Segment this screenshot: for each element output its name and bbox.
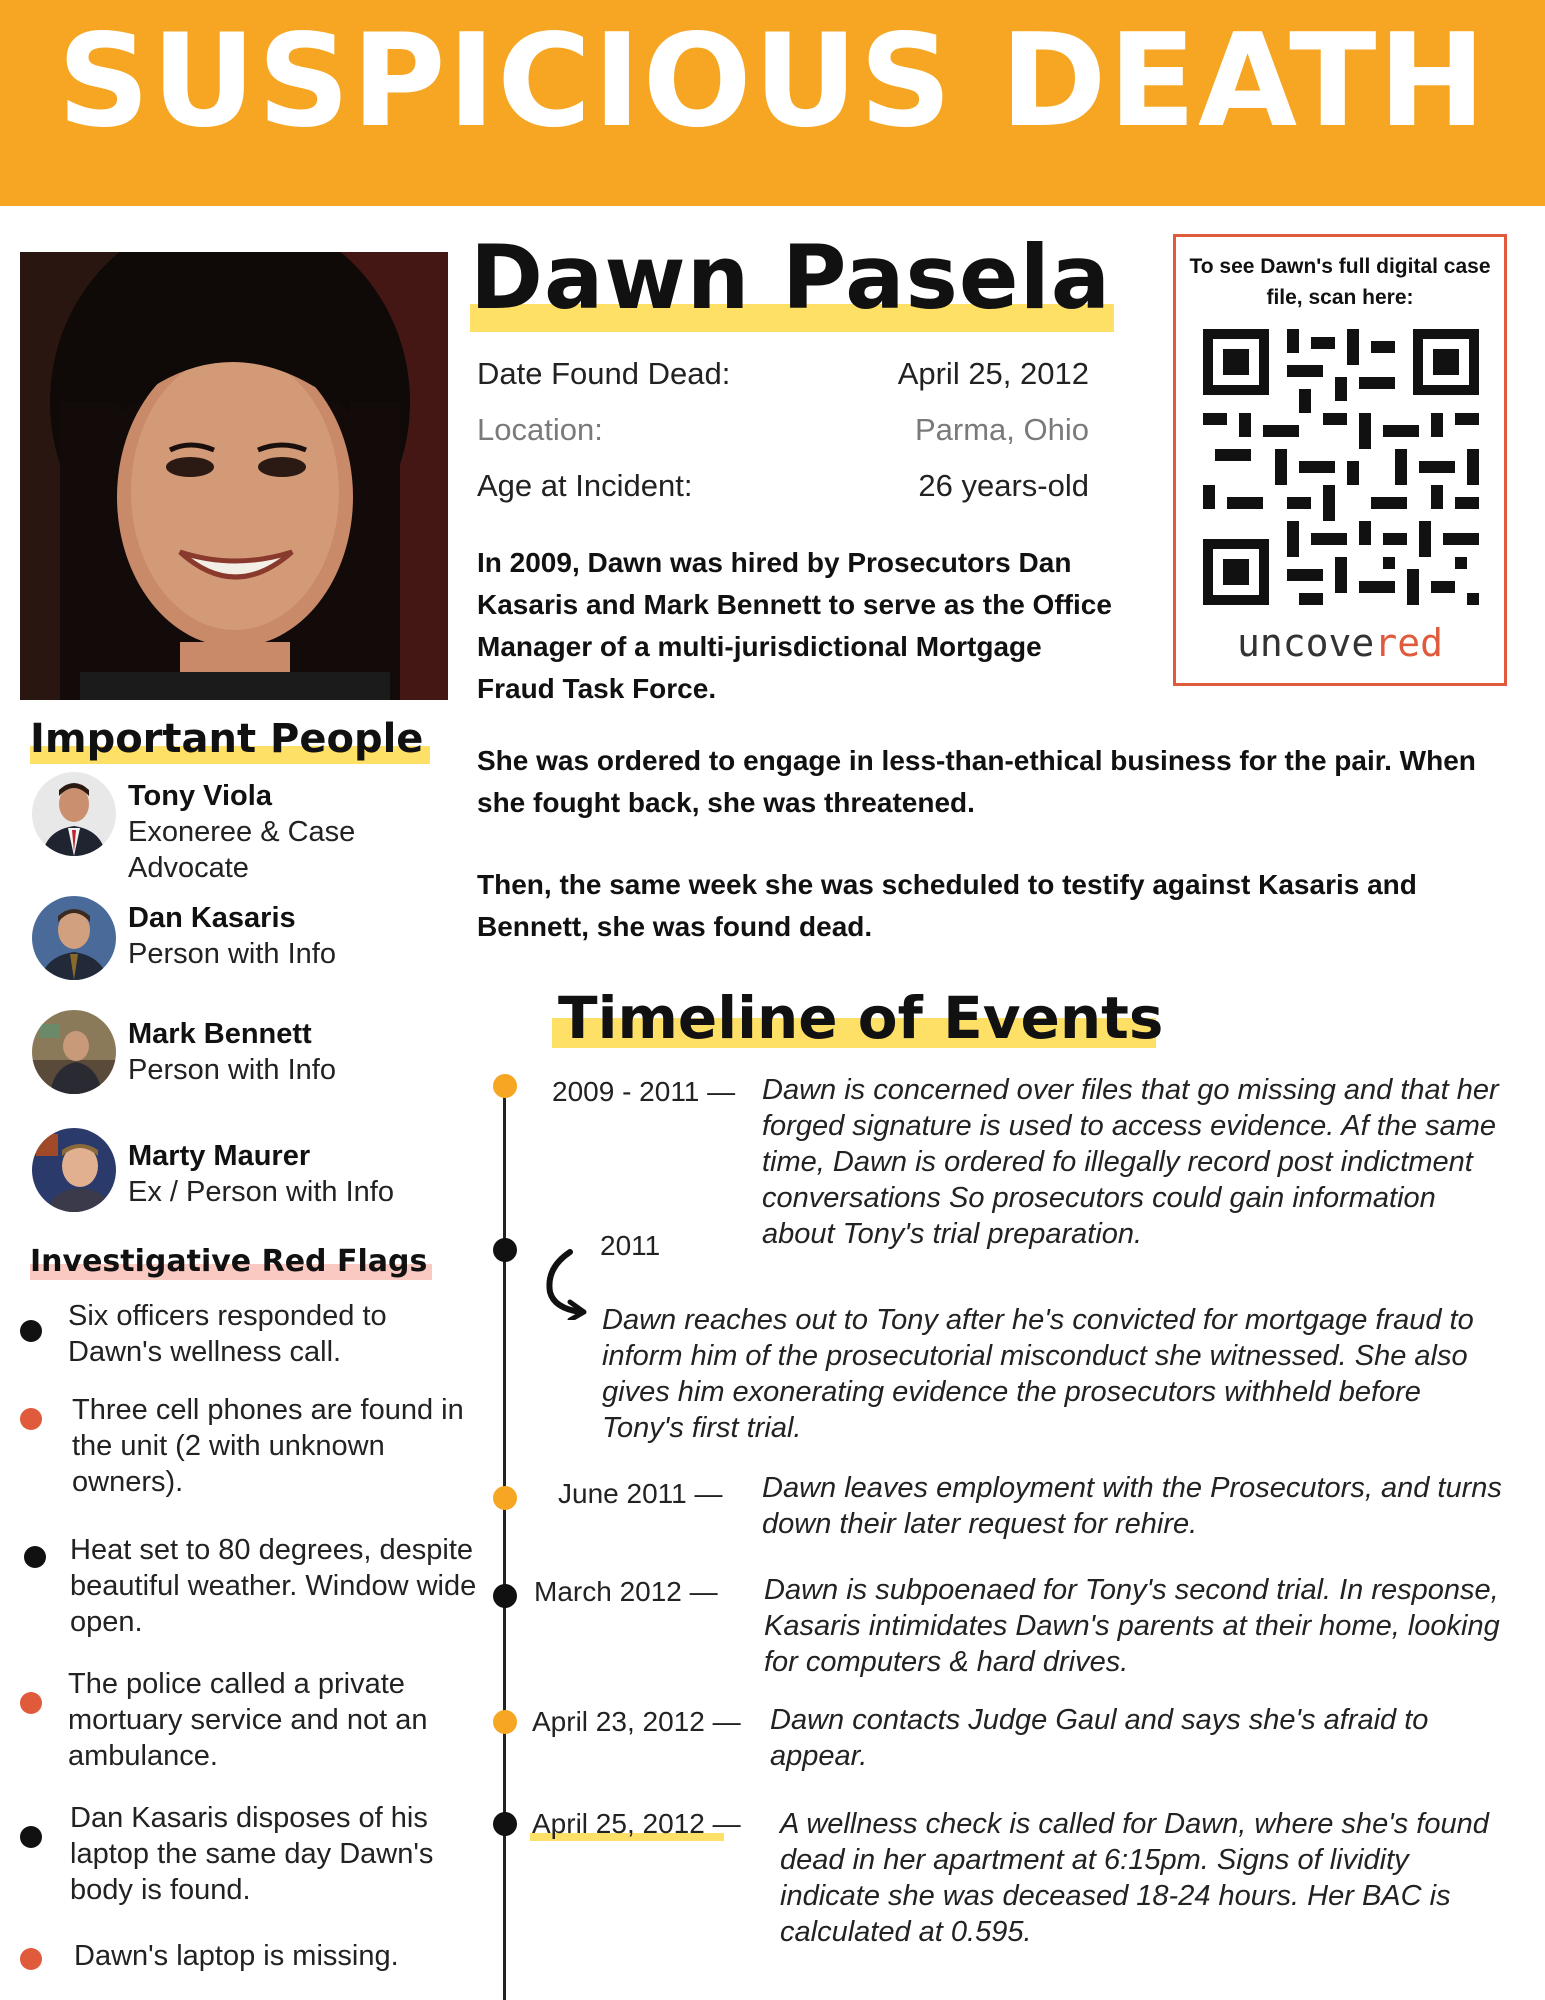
person-role: Person with Info (128, 1054, 336, 1086)
timeline-text: Dawn contacts Judge Gaul and says she's afraid to appear. (770, 1704, 1429, 1772)
person-role: Person with Info (128, 938, 336, 970)
avatar (32, 1010, 116, 1094)
timeline-dot-icon (493, 1710, 517, 1734)
header-banner (0, 0, 1545, 206)
bullet-dot-icon (24, 1546, 46, 1568)
fact-label: Age at Incident: (477, 468, 693, 503)
timeline-text: A wellness check is called for Dawn, where she's found dead in her apartment at 6:15pm. Signs of lividity indicate she was deceased 18-24 hours. Her BAC is calculated at 0.595. (780, 1808, 1489, 1948)
avatar (32, 772, 116, 856)
person-name: Tony Viola (128, 780, 272, 812)
portrait-photo (20, 252, 448, 700)
fact-list (477, 356, 1089, 524)
person-role: Exoneree & Case Advocate (128, 816, 356, 884)
timeline-date-dash: — (704, 1808, 741, 1839)
timeline-dot-icon (493, 1584, 517, 1608)
red-flag-text: Six officers responded to Dawn's wellness call. (68, 1300, 387, 1368)
fact-row-date (477, 356, 1089, 412)
subject-name: Dawn Pasela (470, 226, 1112, 329)
timeline-date-main: April 25, 2012 (532, 1808, 705, 1839)
fact-value: April 25, 2012 (897, 356, 1089, 391)
timeline-date: 2009 - 2011 — (552, 1076, 736, 1107)
bullet-dot-icon (20, 1948, 42, 1970)
fact-value: 26 years-old (918, 468, 1089, 503)
timeline-axis (503, 1082, 506, 2000)
red-flag-text: Dan Kasaris disposes of his laptop the same day Dawn's body is found. (70, 1802, 434, 1906)
fact-label: Location: (477, 412, 603, 447)
timeline-text: Dawn leaves employment with the Prosecutors, and turns down their later request for rehire. (762, 1472, 1502, 1540)
red-flags-title: Investigative Red Flags (30, 1244, 428, 1279)
fact-row-age (477, 468, 1089, 524)
timeline-date (532, 1808, 741, 1840)
avatar (32, 1128, 116, 1212)
timeline-date: June 2011 — (558, 1478, 723, 1509)
qr-caption: To see Dawn's full digital case file, scan here: (1189, 255, 1491, 309)
person-role: Ex / Person with Info (128, 1176, 394, 1208)
brand-accent: red (1374, 621, 1443, 665)
bullet-dot-icon (20, 1692, 42, 1714)
qr-card (1173, 234, 1507, 686)
red-flag-text: Heat set to 80 degrees, despite beautiful weather. Window wide open. (70, 1534, 477, 1638)
timeline-date: April 23, 2012 — (532, 1706, 741, 1737)
timeline-text: Dawn is concerned over files that go missing and that her forged signature is used to access evidence. Af the same time, Dawn is ordered fo illegally record post indictment conversations So prosecutors could gain information about Tony's trial preparation. (762, 1074, 1499, 1250)
people-title: Important People (30, 716, 424, 762)
timeline-dot-icon (493, 1486, 517, 1510)
bullet-dot-icon (20, 1320, 42, 1342)
bullet-dot-icon (20, 1826, 42, 1848)
qr-code-icon[interactable] (1203, 329, 1479, 605)
bullet-dot-icon (20, 1408, 42, 1430)
threat-paragraph: She was ordered to engage in less-than-ethical business for the pair. When she fought back, she was threatened. (477, 745, 1476, 818)
curved-arrow-icon (540, 1248, 606, 1320)
fact-value: Parma, Ohio (914, 412, 1089, 447)
avatar (32, 896, 116, 980)
timeline-date: 2011 (600, 1230, 661, 1261)
timeline-dot-icon (493, 1074, 517, 1098)
red-flag-text: Three cell phones are found in the unit (2 with unknown owners). (72, 1394, 464, 1498)
timeline-text: Dawn reaches out to Tony after he's convicted for mortgage fraud to inform him of the prosecutorial misconduct she witnessed. She also gives him exonerating evidence the prosecutors withheld before Tony's first trial. (602, 1304, 1474, 1444)
uncovered-logo (1176, 621, 1504, 665)
person-name: Dan Kasaris (128, 902, 296, 934)
timeline-text: Dawn is subpoenaed for Tony's second trial. In response, Kasaris intimidates Dawn's parents at their home, looking for computers & hard drives. (764, 1574, 1500, 1678)
portrait-illustration (20, 252, 448, 700)
red-flag-text: Dawn's laptop is missing. (74, 1940, 399, 1972)
brand-main: uncove (1237, 621, 1375, 665)
person-name: Marty Maurer (128, 1140, 311, 1172)
fact-label: Date Found Dead: (477, 356, 731, 391)
timeline-title: Timeline of Events (558, 984, 1164, 1052)
person-name: Mark Bennett (128, 1018, 312, 1050)
timeline-dot-icon (493, 1812, 517, 1836)
fact-row-location (477, 412, 1089, 468)
red-flag-text: The police called a private mortuary service and not an ambulance. (68, 1668, 428, 1772)
intro-paragraph: In 2009, Dawn was hired by Prosecutors Dan Kasaris and Mark Bennett to serve as the Office Manager of a multi-jurisdictional Mortgage Fraud Task Force. (477, 547, 1112, 704)
banner-title: SUSPICIOUS DEATH (57, 7, 1488, 156)
timeline-date: March 2012 — (534, 1576, 718, 1607)
timeline-dot-icon (493, 1238, 517, 1262)
death-paragraph: Then, the same week she was scheduled to testify against Kasaris and Bennett, she was found dead. (477, 869, 1417, 942)
